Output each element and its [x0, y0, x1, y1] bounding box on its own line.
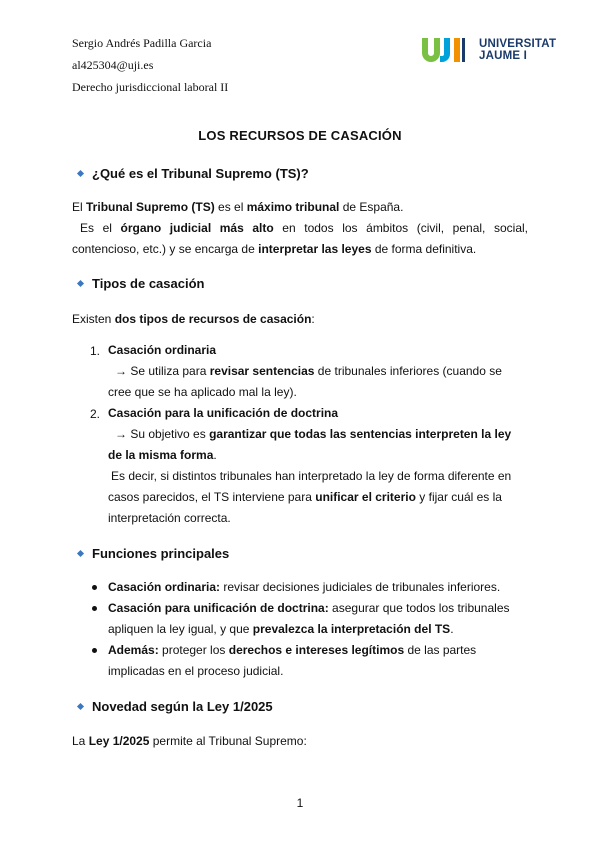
- section-heading-tipos: [78, 276, 204, 291]
- bold-text: máximo tribunal: [246, 200, 340, 214]
- bold-text: derechos e intereses legítimos: [228, 643, 405, 657]
- bold-text: Tribunal Supremo (TS): [86, 200, 215, 214]
- text: es el: [214, 200, 247, 214]
- section-heading-text: Tipos de casación: [92, 276, 205, 291]
- text: de tribunales inferiores (cuando se cree que se ha aplicado mal la ley).: [108, 364, 502, 399]
- paragraph: [72, 197, 528, 218]
- list-item-title: [108, 403, 528, 424]
- section-heading-funciones: [78, 546, 229, 561]
- page-number: 1: [296, 796, 304, 810]
- logo-text: [479, 38, 556, 62]
- section-heading-novedad: [78, 699, 273, 714]
- bullet-item: [108, 598, 522, 640]
- text: Es decir, si distintos tribunales han interpretado la ley de forma diferente en casos parecidos, el TS interviene para: [108, 469, 512, 504]
- bold-text: prevalezca la interpretación del TS: [252, 622, 451, 636]
- text: proteger los: [158, 643, 229, 657]
- bold-text: interpretar las leyes: [258, 242, 372, 256]
- text: de las partes implicadas en el proceso judicial.: [108, 643, 477, 678]
- list-item-title: [108, 340, 528, 361]
- list-number: 1.: [90, 344, 101, 358]
- list-item-desc: [108, 361, 518, 403]
- bullet-item: [108, 640, 528, 682]
- uji-logo-icon: [421, 36, 475, 64]
- bold-text: Casación para unificación de doctrina:: [108, 601, 329, 615]
- text: .: [450, 622, 454, 636]
- text: permite al Tribunal Supremo:: [149, 734, 307, 748]
- paragraph: [72, 309, 528, 330]
- university-logo: [421, 36, 566, 66]
- text: de forma definitiva.: [371, 242, 477, 256]
- text: → Se utiliza para: [115, 364, 210, 378]
- bullet-icon: [92, 606, 97, 611]
- bold-text: garantizar que todas las sentencias interpreten la ley de la misma forma: [108, 427, 512, 462]
- text: Existen: [72, 312, 115, 326]
- logo-line-1: UNIVERSITAT: [479, 38, 557, 50]
- section-heading-ts: [78, 166, 309, 181]
- diamond-bullet-icon: [77, 280, 84, 287]
- diamond-bullet-icon: [77, 550, 84, 557]
- bullet-item: [108, 577, 528, 598]
- text: Es el: [80, 221, 121, 235]
- section-heading-text: Novedad según la Ley 1/2025: [92, 699, 273, 714]
- text: asegurar que todos los tribunales apliquen la ley igual, y que: [108, 601, 510, 636]
- logo-line-2: JAUME I: [479, 50, 528, 62]
- list-item-desc: [108, 466, 520, 529]
- text: .: [213, 448, 217, 462]
- bold-text: Además:: [108, 643, 159, 657]
- list-number: 2.: [90, 407, 101, 421]
- bullet-icon: [92, 585, 97, 590]
- paragraph: [72, 218, 528, 260]
- text: revisar decisiones judiciales de tribunales inferiores.: [220, 580, 501, 594]
- section-heading-text: ¿Qué es el Tribunal Supremo (TS)?: [92, 166, 309, 181]
- text: en todos los ámbitos (civil, penal, social, contencioso, etc.) y se encarga de: [72, 221, 528, 256]
- paragraph: [72, 731, 528, 752]
- bold-text: Ley 1/2025: [88, 734, 150, 748]
- bold-text: Casación ordinaria:: [108, 580, 221, 594]
- bold-text: revisar sentencias: [209, 364, 315, 378]
- text: La: [72, 734, 89, 748]
- text: y fijar cuál es la interpretación correcta.: [108, 490, 502, 525]
- document-title: LOS RECURSOS DE CASACIÓN: [198, 128, 402, 143]
- text: :: [311, 312, 315, 326]
- text: El: [72, 200, 87, 214]
- bullet-icon: [92, 648, 97, 653]
- bold-text: Casación para la unificación de doctrina: [108, 406, 339, 420]
- text: → Su objetivo es: [115, 427, 210, 441]
- bold-text: órgano judicial más alto: [120, 221, 274, 235]
- author-email: al425304@uji.es: [72, 58, 154, 72]
- diamond-bullet-icon: [77, 170, 84, 177]
- author-name: Sergio Andrés Padilla Garcia: [72, 36, 212, 50]
- course-name: Derecho jurisdiccional laboral II: [72, 80, 229, 94]
- bold-text: Casación ordinaria: [108, 343, 217, 357]
- bold-text: unificar el criterio: [315, 490, 416, 504]
- text: de España.: [339, 200, 404, 214]
- bold-text: dos tipos de recursos de casación: [114, 312, 312, 326]
- list-item-desc: [108, 424, 518, 466]
- section-heading-text: Funciones principales: [92, 546, 230, 561]
- diamond-bullet-icon: [77, 703, 84, 710]
